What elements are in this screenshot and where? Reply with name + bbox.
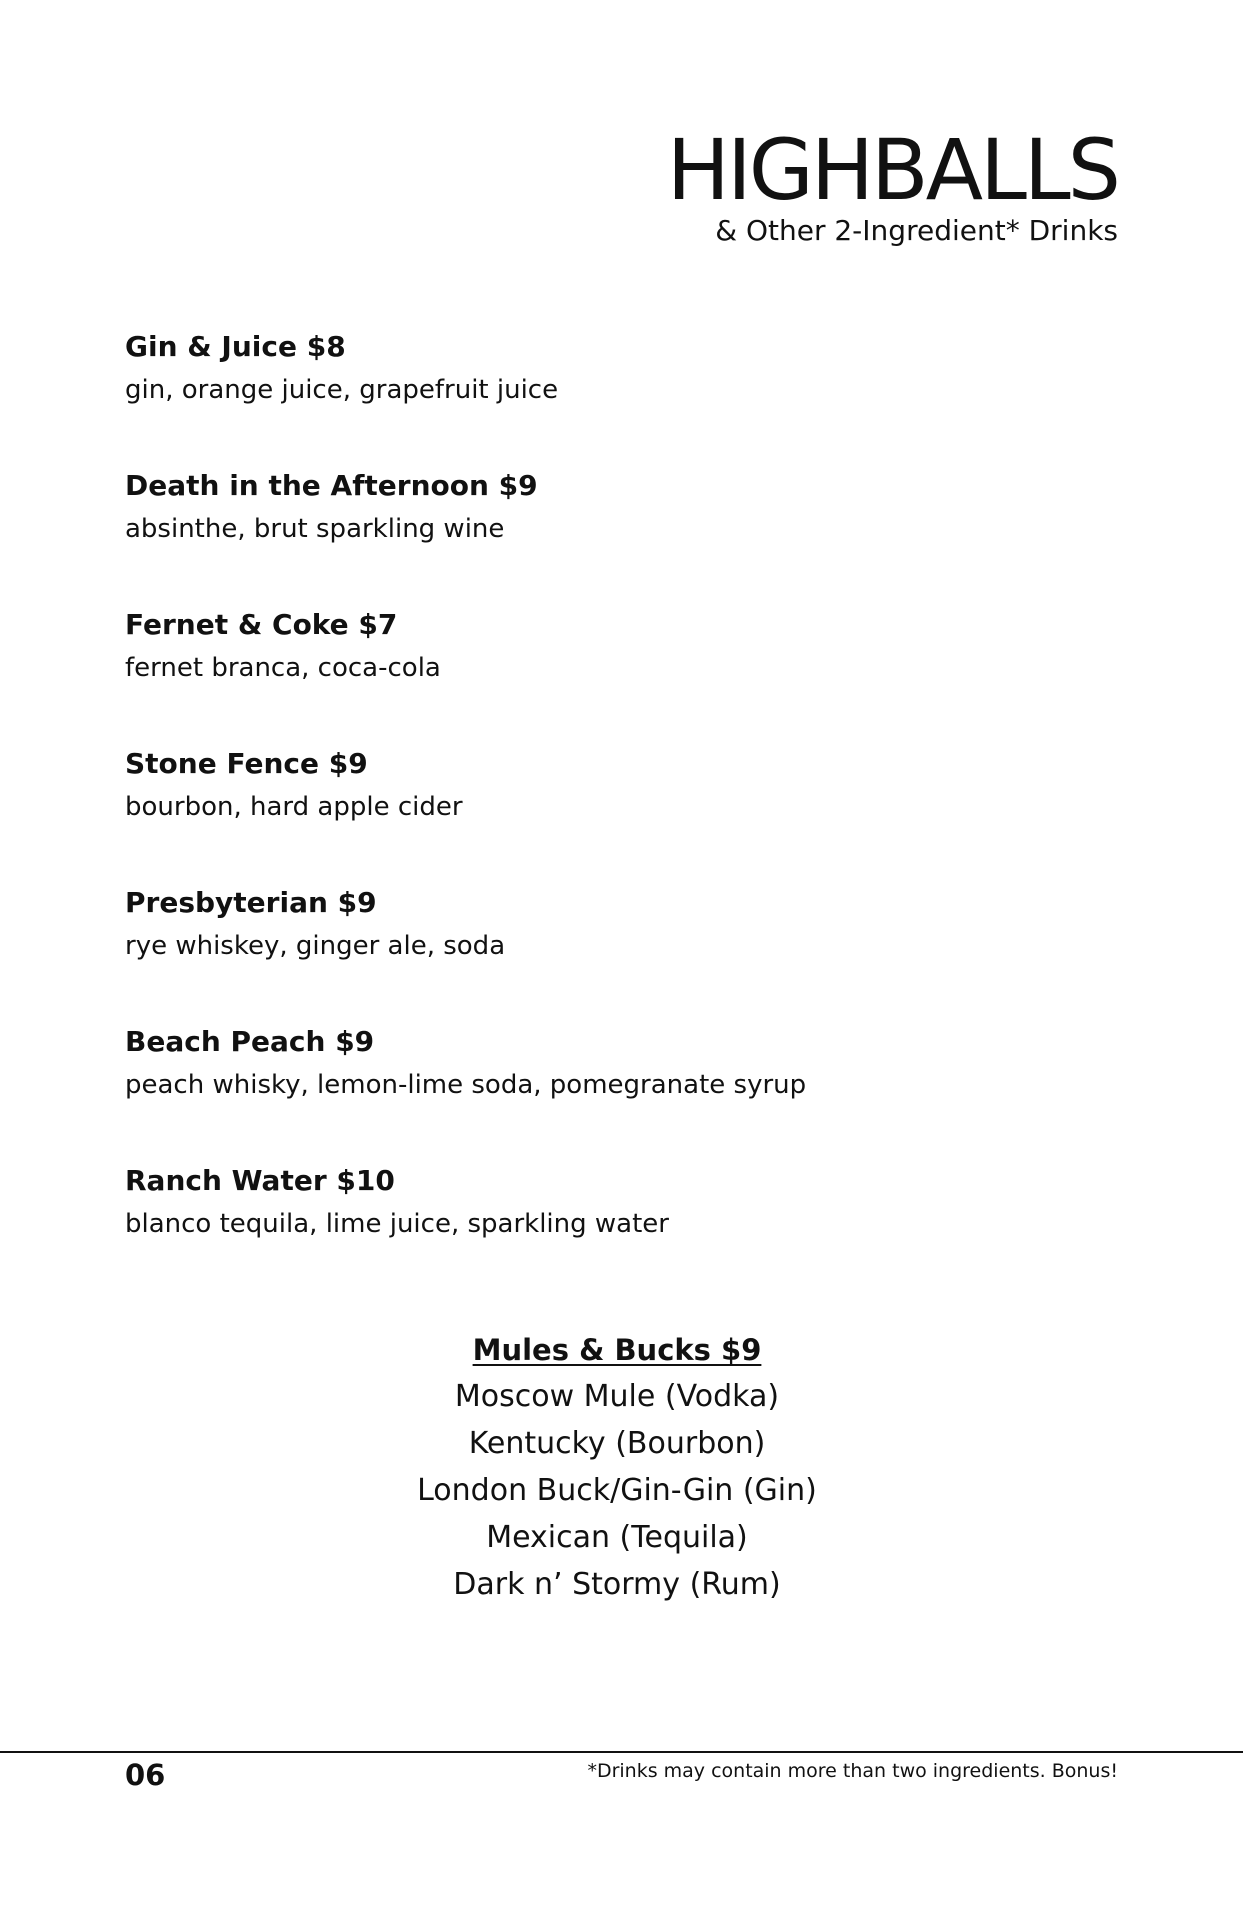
drink-item xyxy=(125,604,1025,743)
drink-name: Ranch Water $10 xyxy=(125,1164,395,1197)
drink-ingredients: blanco tequila, lime juice, sparkling water xyxy=(125,1209,669,1239)
drink-ingredients: peach whisky, lemon-lime soda, pomegranate syrup xyxy=(125,1070,807,1100)
mules-title: Mules & Bucks $9 xyxy=(472,1333,762,1367)
footnote: *Drinks may contain more than two ingredients. Bonus! xyxy=(587,1760,1118,1782)
drink-ingredients: rye whiskey, ginger ale, soda xyxy=(125,931,506,961)
drink-item xyxy=(125,326,1025,465)
drink-name: Fernet & Coke $7 xyxy=(125,608,398,641)
mules-item: Moscow Mule (Vodka) xyxy=(454,1379,780,1414)
page-number: 06 xyxy=(125,1758,166,1792)
drink-name: Presbyterian $9 xyxy=(125,886,377,919)
mules-section xyxy=(317,1327,917,1608)
drink-item xyxy=(125,465,1025,604)
drink-item xyxy=(125,1021,1025,1160)
drink-name: Death in the Afternoon $9 xyxy=(125,469,538,502)
drink-name: Stone Fence $9 xyxy=(125,747,368,780)
drink-ingredients: fernet branca, coca-cola xyxy=(125,653,441,683)
mules-item: Kentucky (Bourbon) xyxy=(468,1426,766,1461)
drinks-list xyxy=(125,326,1025,1299)
drink-item xyxy=(125,882,1025,1021)
drink-item xyxy=(125,1160,1025,1299)
drink-ingredients: bourbon, hard apple cider xyxy=(125,792,463,822)
drink-ingredients: gin, orange juice, grapefruit juice xyxy=(125,375,559,405)
drink-name: Beach Peach $9 xyxy=(125,1025,375,1058)
drink-ingredients: absinthe, brut sparkling wine xyxy=(125,514,505,544)
mules-item: London Buck/Gin-Gin (Gin) xyxy=(417,1473,817,1508)
drink-item xyxy=(125,743,1025,882)
menu-header xyxy=(666,121,1118,247)
page-subtitle: & Other 2-Ingredient* Drinks xyxy=(715,214,1118,247)
footer-divider xyxy=(0,1751,1243,1753)
drink-name: Gin & Juice $8 xyxy=(125,330,346,363)
mules-item: Dark n’ Stormy (Rum) xyxy=(453,1567,781,1602)
mules-item: Mexican (Tequila) xyxy=(486,1520,748,1555)
page-title: HIGHBALLS xyxy=(666,121,1118,219)
